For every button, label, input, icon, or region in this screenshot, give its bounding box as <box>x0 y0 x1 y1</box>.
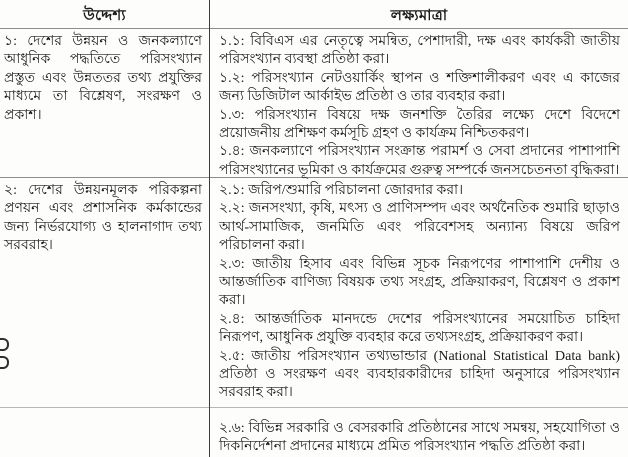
table-row-objective-1 <box>0 29 628 178</box>
objective-2-text: ২: দেশের উন্নয়নমূলক পরিকল্পনা প্রণয়ন এবং প্রশাসনিক কর্মকান্ডের জন্য নির্ভরযোগ্য ও হালনাগাদ তথ্য সরবরাহ। <box>4 183 202 254</box>
targets-1-cell <box>210 29 628 180</box>
target-2-5-text: ২.৫: জাতীয় পরিসংখ্যান তথ্যভান্ডার (National Statistical Data bank) প্রতিষ্ঠা ও সংরক্ষণ এবং ব্যবহারকারীদের চাহিদা অনুসারে পরিসংখ্যান সরবরাহ করা। <box>219 348 620 401</box>
target-1-3-text: ১.৩: পরিসংখ্যান বিষয়ে দক্ষ জনশক্তি তৈরির লক্ষ্যে দেশে বিদেশে প্রয়োজনীয় প্রশিক্ষণ কর্মসূচি গ্রহণ ও কার্যক্রম নিশ্চিতকরণ। <box>219 107 620 142</box>
objective-1-cell <box>0 29 210 180</box>
target-1-1-text: ১.১: বিবিএস এর নেতৃত্বে সমন্বিত, পেশাদারী, দক্ষ এবং কার্যকরী জাতীয় পরিসংখ্যান ব্যবস্থা প্রতিষ্ঠা করা। <box>219 34 620 68</box>
table-row-objective-2 <box>0 178 628 457</box>
target-2-4-text: ২.৪: আন্তর্জাতিক মানদন্ডে দেশের পরিসংখ্যানের সময়োচিত চাহিদা নিরূপণ, আধুনিক প্রযুক্তি ব্যবহার করে তথ্যসংগ্রহ, প্রক্রিয়াকরণ করা। <box>219 311 620 346</box>
column-header-targets: লক্ষ্যমাত্রা <box>390 8 448 24</box>
target-2-1-text: ২.১: জরিপ/শুমারি পরিচালনা জোরদার করা। <box>219 183 464 198</box>
column-header-objectives: উদ্দেশ্য <box>0 0 210 29</box>
target-2-3-text: ২.৩: জাতীয় হিসাব এবং বিভিন্ন সূচক নিরূপণের পাশাপাশি দেশীয় ও আন্তর্জাতিক বাণিজ্য বিষয়ক তথ্য সংগ্রহ, প্রক্রিয়াকরণ, বিশ্লেষণ ও প্রকাশ করা। <box>219 256 620 309</box>
target-2-2-text: ২.২: জনসংখ্যা, কৃষি, মৎস্য ও প্রাণিসম্পদ এবং অর্থনৈতিক শুমারি ছাড়াও আর্থ-সামাজিক, জনমিতি এবং পরিবেশসহ অন্যান্য বিষয়ে জরিপ পরিচালনা করা। <box>219 201 620 254</box>
objective-2-cell <box>0 178 210 457</box>
table-header-row <box>0 0 628 29</box>
target-1-2-text: ১.২: পরিসংখ্যান নেটওয়ার্কিং স্থাপন ও শক্তিশালীকরণ এবং এ কাজের জন্য ডিজিটাল আর্কাইভ প্রতিষ্ঠা ও তার ব্যবহার করা। <box>219 70 620 105</box>
target-2-6-text: ২.৬: বিভিন্ন সরকারি ও বেসরকারি প্রতিষ্ঠানের সাথে সমন্বয়, সহযোগিতা ও দিকনির্দেশনা প্রদানের মাধ্যমে প্রমিত পরিসংখ্যান পদ্ধতি প্রতিষ্ঠা করা। <box>219 420 620 455</box>
targets-2-cell <box>210 178 628 457</box>
target-1-4-text: ১.৪: জনকল্যাণে পরিসংখ্যান সংক্রান্ত পরামর্শ ও সেবা প্রদানের পাশাপাশি পরিসংখ্যানের ভূমিকা ও কার্যক্রমের গুরুত্ব সম্পর্কে জনসচেতনতা বৃদ্ধিকরা। <box>219 144 620 178</box>
objective-1-text: ১: দেশের উন্নয়ন ও জনকল্যাণে আধুনিক পদ্ধতিতে পরিসংখ্যান প্রস্তুত এবং উন্নততর তথ্য প্রযুক্তির মাধ্যমে তা বিশ্লেষণ, সংরক্ষণ ও প্রকাশ। <box>4 34 202 123</box>
